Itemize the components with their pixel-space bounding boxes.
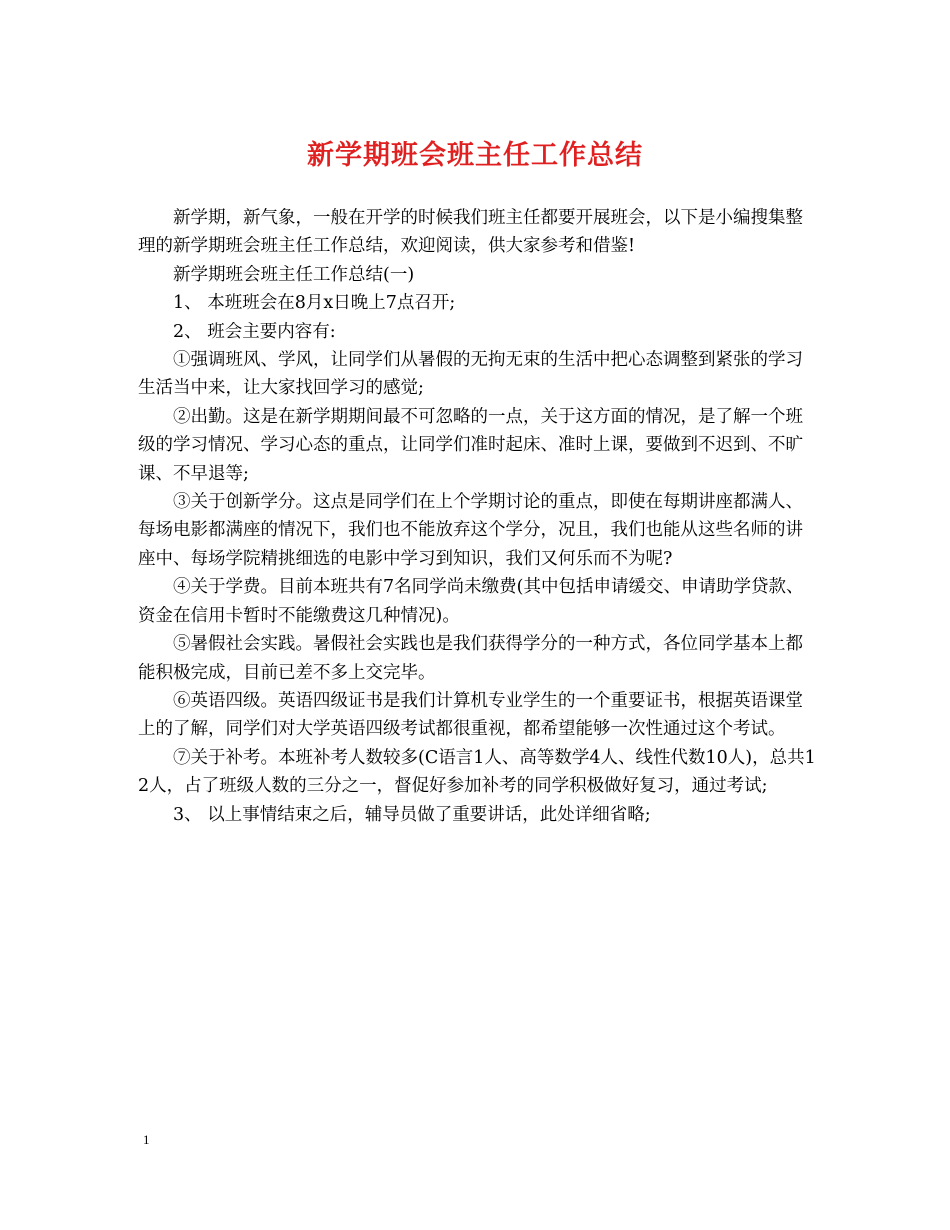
paragraph-item-3: 3、 以上事情结束之后，辅导员做了重要讲话，此处详细省略; [173, 804, 651, 825]
paragraph-point-4: ④关于学费。目前本班共有7名同学尚未缴费(其中包括申请缓交、申请助学贷款、资金在信用卡暂时不能缴费这几种情况)。 [138, 577, 804, 626]
paragraph-intro: 新学期，新气象，一般在开学的时候我们班主任都要开展班会，以下是小编搜集整理的新学期班会班主任工作总结，欢迎阅读，供大家参考和借鉴! [138, 208, 803, 257]
paragraph-point-1: ①强调班风、学风，让同学们从暑假的无拘无束的生活中把心态调整到紧张的学习生活当中来，让大家找回学习的感觉; [138, 350, 803, 399]
paragraph-item-2: 2、 班会主要内容有: [173, 321, 336, 342]
paragraph-subtitle: 新学期班会班主任工作总结(一) [173, 264, 415, 285]
paragraph-point-6: ⑥英语四级。英语四级证书是我们计算机专业学生的一个重要证书，根据英语课堂上的了解，同学们对大学英语四级考试都很重视，都希望能够一次性通过这个考试。 [138, 690, 803, 740]
paragraph-point-3: ③关于创新学分。这点是同学们在上个学期讨论的重点，即使在每期讲座都满人、每场电影都满座的情况下，我们也不能放弃这个学分，况且，我们也能从这些名师的讲座中、每场学院精挑细选的电影中学习到知识，我们又何乐而不为呢? [138, 492, 803, 569]
paragraph-point-2: ②出勤。这是在新学期期间最不可忽略的一点，关于这方面的情况，是了解一个班级的学习情况、学习心态的重点，让同学们准时起床、准时上课，要做到不迟到、不旷课、不早退等; [138, 406, 803, 484]
page-number: 1 [143, 1132, 150, 1147]
document-title: 新学期班会班主任工作总结 [307, 140, 643, 171]
paragraph-point-7: ⑦关于补考。本班补考人数较多(C语言1人、高等数学4人、线性代数10人)，总共12人，占了班级人数的三分之一，督促好参加补考的同学积极做好复习，通过考试; [138, 747, 816, 797]
document-body [138, 204, 818, 829]
paragraph-item-1: 1、 本班班会在8月x日晚上7点召开; [173, 293, 456, 314]
paragraph-point-5: ⑤暑假社会实践。暑假社会实践也是我们获得学分的一种方式，各位同学基本上都能积极完成，目前已差不多上交完毕。 [138, 634, 803, 683]
